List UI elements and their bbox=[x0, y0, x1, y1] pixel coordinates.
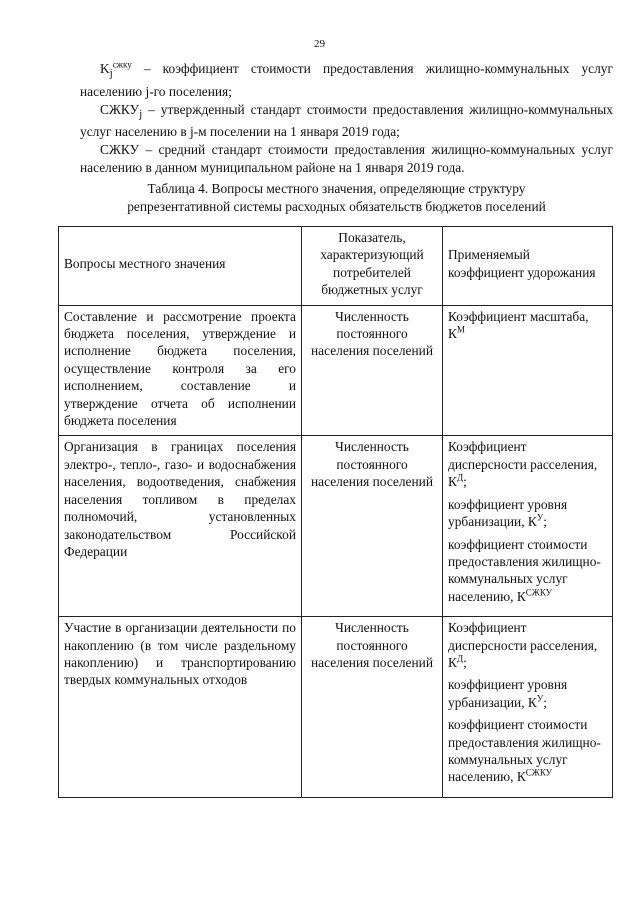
header-coefficient: Применяемый коэффициент удорожания bbox=[443, 227, 613, 306]
definitions-block bbox=[80, 60, 613, 177]
coefficient-item: коэффициент уровня урбанизации, $К^У$; bbox=[448, 496, 568, 530]
coefficient-cell bbox=[443, 436, 613, 617]
indicator-cell: Численность постоянного населения поселений bbox=[302, 436, 443, 617]
table-row bbox=[59, 305, 613, 436]
table-row bbox=[59, 617, 613, 798]
coefficient-item: коэффициент уровня урбанизации, $К^У$; bbox=[448, 677, 568, 710]
issue-cell: Организация в границах поселения электро-, тепло-, газо- и водоснабжения населения, водоотведения, снабжения населения топливом в пределах полномочий, установленных законодательством Российской Федерации bbox=[59, 436, 302, 617]
issue-cell: Составление и рассмотрение проекта бюджета поселения, утверждение и исполнение бюджета поселения, осуществление контроля за его исполнением, составление и утверждение отчета об исполнении бюджета поселения bbox=[59, 305, 302, 436]
coefficient-item: Коэффициент дисперсности расселения, $К^Д$; bbox=[448, 439, 598, 490]
indicator-cell: Численность постоянного населения поселений bbox=[302, 617, 443, 798]
header-issues: Вопросы местного значения bbox=[59, 227, 302, 306]
issue-cell: Участие в организации деятельности по накоплению (в том числе раздельному накоплению) и транспортированию твердых коммунальных отходов bbox=[59, 617, 302, 798]
issues-table bbox=[58, 226, 613, 798]
table-row bbox=[59, 436, 613, 617]
coefficient-cell bbox=[443, 305, 613, 436]
definition-kj: $K_j^{сжку}$ – коэффициент стоимости предоставления жилищно-коммунальных услуг населению j-го поселения; bbox=[80, 59, 613, 99]
definition-szhku: СЖКУ – средний стандарт стоимости предоставления жилищно-коммунальных услуг населению в данном муниципальном районе на 1 января 2019 года. bbox=[80, 142, 613, 176]
coefficient-cell bbox=[443, 617, 613, 798]
definition-szhku-j: $СЖКУ_j$ – утвержденный стандарт стоимости предоставления жилищно-коммунальных услуг населению в j-м поселении на 1 января 2019 года; bbox=[80, 101, 613, 140]
indicator-cell: Численность постоянного населения поселений bbox=[302, 305, 443, 436]
coefficient-item: Коэффициент дисперсности расселения, $К^Д$; bbox=[448, 620, 598, 670]
table-caption: Таблица 4. Вопросы местного значения, определяющие структуру репрезентативной системы расходных обязательств бюджетов поселений bbox=[127, 181, 546, 214]
coefficient-item: Коэффициент масштаба, $К^М$ bbox=[448, 308, 589, 342]
page-number: 29 bbox=[314, 38, 325, 50]
coefficient-item: коэффициент стоимости предоставления жилищно-коммунальных услуг населению, $К^{СЖКУ}$ bbox=[448, 536, 601, 604]
table-body bbox=[59, 305, 613, 797]
header-indicator: Показатель, характеризующий потребителей бюджетных услуг bbox=[302, 227, 443, 306]
coefficient-item: коэффициент стоимости предоставления жилищно-коммунальных услуг населению, $К^{СЖКУ}$ bbox=[448, 717, 601, 785]
table-header-row bbox=[59, 227, 613, 306]
